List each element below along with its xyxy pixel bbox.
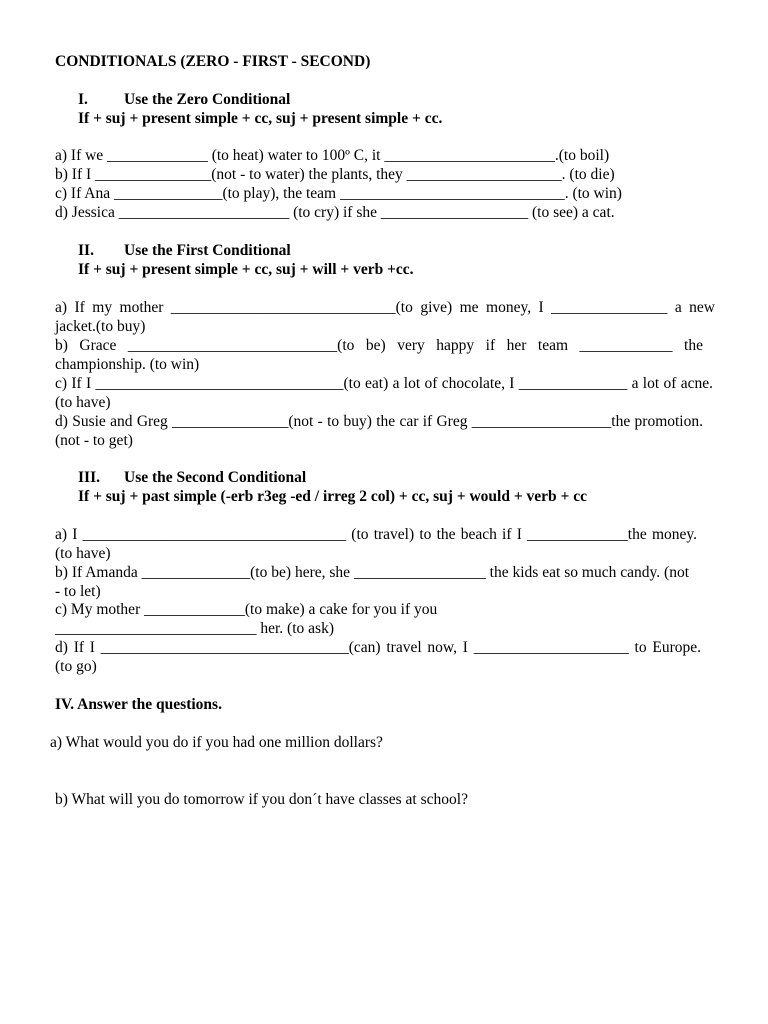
section-4-question-a: a) What would you do if you had one million dollars? [50,734,383,751]
section-4-question-b: b) What will you do tomorrow if you don´t have classes at school? [55,791,468,808]
section-4-heading: IV. Answer the questions. [55,696,222,713]
section-2-heading [78,241,291,260]
section-2-item-a: a) If my mother _____________________________(to give) me money, I _______________ a new jacket.(to buy) [55,299,715,335]
section-3-item-b: b) If Amanda ______________(to be) here, she _________________ the kids eat so much candy. (not - to let) [55,564,689,600]
section-2-item-d: d) Susie and Greg _______________(not - to buy) the car if Greg __________________the promotion.(not - to get) [55,413,703,449]
section-1-formula: If + suj + present simple + cc, suj + present simple + cc. [78,110,443,127]
section-1-item-a: a) If we _____________ (to heat) water to 100º C, it ______________________.(to boil) [55,147,610,164]
section-2-item-b: b) Grace ___________________________(to be) very happy if her team ____________ the championship. (to win) [55,337,703,373]
section-1-title: Use the Zero Conditional [124,91,291,108]
section-1-heading [78,90,290,109]
section-3-title: Use the Second Conditional [124,469,307,486]
section-3-heading [78,468,306,487]
section-3-number: III. [78,469,100,486]
page-title: CONDITIONALS (ZERO - FIRST - SECOND) [55,53,371,70]
section-1-item-c: c) If Ana ______________(to play), the team _____________________________. (to win) [55,185,622,202]
section-1-number: I. [78,91,88,108]
section-3-formula: If + suj + past simple (-erb r3eg -ed / irreg 2 col) + cc, suj + would + verb + cc [78,488,588,505]
section-2-title: Use the First Conditional [124,242,291,259]
section-1-item-b: b) If I _______________(not - to water) the plants, they ____________________. (to die) [55,166,615,183]
section-2-item-c: c) If I ________________________________(to eat) a lot of chocolate, I ______________ a lot of acne. (to have) [55,375,713,411]
section-3-item-a: a) I __________________________________ (to travel) to the beach if I _____________the money. (to have) [55,526,697,562]
section-3-item-d: d) If I ________________________________(can) travel now, I ____________________ to Europe. (to go) [55,639,701,675]
section-3-item-c: c) My mother _____________(to make) a cake for you if you __________________________ her. (to ask) [55,601,438,637]
section-2-number: II. [78,242,94,259]
section-2-formula: If + suj + present simple + cc, suj + will + verb +cc. [78,261,414,278]
section-1-item-d: d) Jessica ______________________ (to cry) if she ___________________ (to see) a cat. [55,204,615,221]
